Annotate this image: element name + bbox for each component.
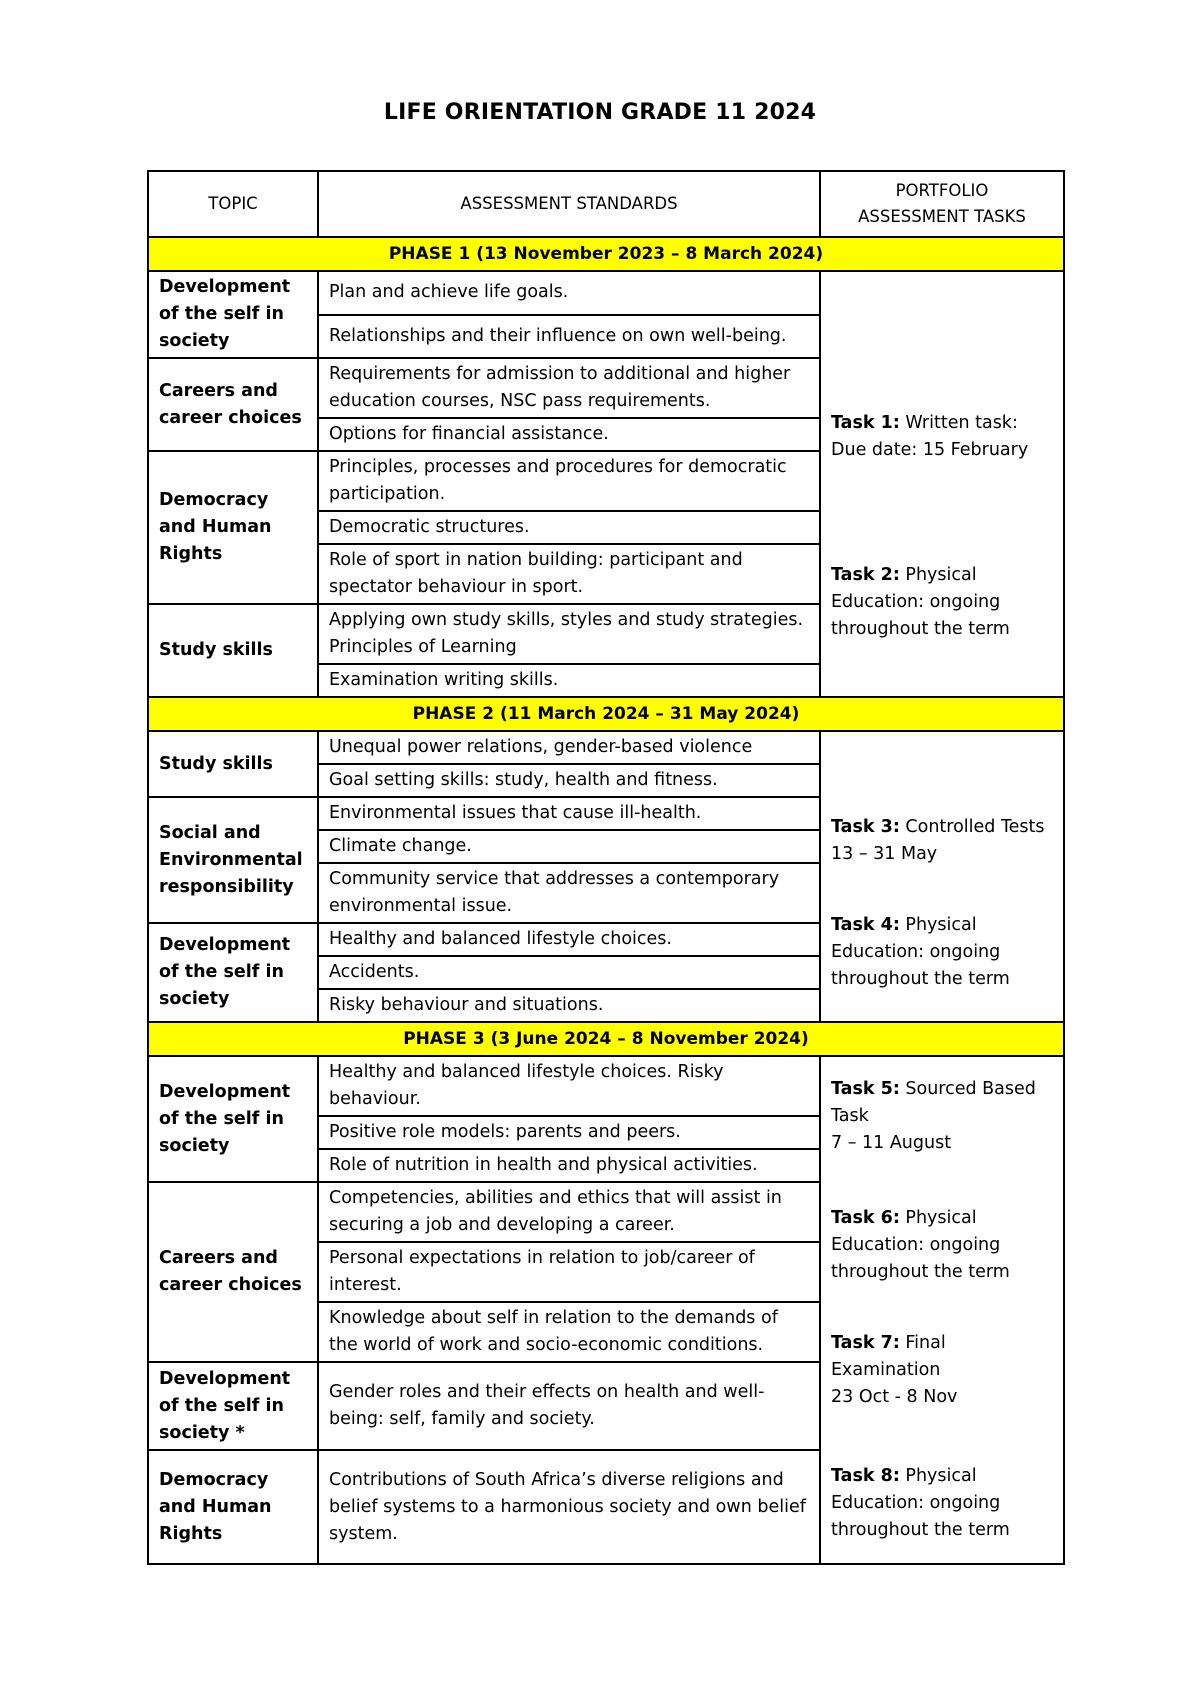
task-7 xyxy=(831,1330,1053,1411)
phase-3-label: PHASE 3 (3 June 2024 – 8 November 2024) xyxy=(148,1022,1064,1056)
task-5-label: Task 5: xyxy=(831,1079,900,1099)
task-6-text: Physical Education: ongoing throughout the term xyxy=(831,1208,1010,1282)
topic-cell: Democracy and Human Rights xyxy=(148,451,318,604)
standard-cell: Relationships and their influence on own well-being. xyxy=(318,315,820,359)
standard-cell: Role of sport in nation building: participant and spectator behaviour in sport. xyxy=(318,544,820,604)
topic-cell: Development of the self in society xyxy=(148,1056,318,1182)
table-row xyxy=(148,731,1064,764)
standard-cell: Environmental issues that cause ill-health. xyxy=(318,797,820,830)
task-3-label: Task 3: xyxy=(831,817,900,837)
task-2-text: Physical Education: ongoing throughout the term xyxy=(831,564,1010,639)
task-3-text: Controlled Tests xyxy=(905,817,1045,837)
standard-cell: Options for financial assistance. xyxy=(318,418,820,451)
task-2 xyxy=(831,562,1053,643)
task-4 xyxy=(831,912,1053,993)
standard-cell: Positive role models: parents and peers. xyxy=(318,1116,820,1149)
topic-cell: Study skills xyxy=(148,604,318,697)
task-4-label: Task 4: xyxy=(831,915,900,935)
standard-cell: Risky behaviour and situations. xyxy=(318,989,820,1022)
phase-2-label: PHASE 2 (11 March 2024 – 31 May 2024) xyxy=(148,697,1064,731)
task-6 xyxy=(831,1205,1053,1286)
phase-1-band xyxy=(148,237,1064,271)
task-8-text: Physical Education: ongoing throughout the term xyxy=(831,1466,1010,1540)
topic-cell: Study skills xyxy=(148,731,318,797)
phase-1-label: PHASE 1 (13 November 2023 – 8 March 2024) xyxy=(148,237,1064,271)
task-1-text: Written task: xyxy=(905,412,1018,433)
task-1 xyxy=(831,410,1053,464)
phase-2-band xyxy=(148,697,1064,731)
standard-cell: Competencies, abilities and ethics that will assist in securing a job and developing a career. xyxy=(318,1182,820,1242)
task-1-due: Due date: 15 February xyxy=(831,439,1029,460)
standard-cell: Applying own study skills, styles and study strategies. Principles of Learning xyxy=(318,604,820,664)
standard-cell: Unequal power relations, gender-based violence xyxy=(318,731,820,764)
standard-cell: Requirements for admission to additional and higher education courses, NSC pass requirements. xyxy=(318,358,820,418)
task-8 xyxy=(831,1463,1053,1544)
table-row xyxy=(148,271,1064,315)
task-1-label: Task 1: xyxy=(831,412,900,433)
document-title: LIFE ORIENTATION GRADE 11 2024 xyxy=(383,100,817,125)
header-tasks-line1: PORTFOLIO xyxy=(895,181,989,200)
standard-cell: Knowledge about self in relation to the demands of the world of work and socio-economic conditions. xyxy=(318,1302,820,1362)
standard-cell: Plan and achieve life goals. xyxy=(318,271,820,315)
standard-cell: Personal expectations in relation to job/career of interest. xyxy=(318,1242,820,1302)
header-tasks xyxy=(820,171,1064,237)
topic-cell: Careers and career choices xyxy=(148,1182,318,1362)
standard-cell: Climate change. xyxy=(318,830,820,863)
standard-cell: Democratic structures. xyxy=(318,511,820,544)
header-standards: ASSESSMENT STANDARDS xyxy=(318,171,820,237)
phase-3-tasks-cell xyxy=(820,1056,1064,1564)
task-7-dates: 23 Oct - 8 Nov xyxy=(831,1387,958,1407)
standard-cell: Accidents. xyxy=(318,956,820,989)
topic-cell: Development of the self in society * xyxy=(148,1362,318,1450)
topic-cell: Democracy and Human Rights xyxy=(148,1450,318,1564)
topic-cell: Development of the self in society xyxy=(148,923,318,1022)
header-topic: TOPIC xyxy=(148,171,318,237)
phase-3-band xyxy=(148,1022,1064,1056)
task-6-label: Task 6: xyxy=(831,1208,900,1228)
standard-cell: Role of nutrition in health and physical activities. xyxy=(318,1149,820,1182)
task-5 xyxy=(831,1076,1053,1157)
table-row xyxy=(148,1056,1064,1116)
topic-cell: Social and Environmental responsibility xyxy=(148,797,318,923)
header-row xyxy=(148,171,1064,237)
standard-cell: Healthy and balanced lifestyle choices. xyxy=(318,923,820,956)
phase-2-tasks-cell xyxy=(820,731,1064,1022)
standard-cell: Principles, processes and procedures for democratic participation. xyxy=(318,451,820,511)
standard-cell: Community service that addresses a contemporary environmental issue. xyxy=(318,863,820,923)
assessment-plan-table xyxy=(147,170,1065,1565)
task-3-dates: 13 – 31 May xyxy=(831,844,938,864)
task-3 xyxy=(831,814,1053,868)
task-2-label: Task 2: xyxy=(831,564,900,585)
task-7-label: Task 7: xyxy=(831,1333,900,1353)
task-5-text: Sourced Based Task xyxy=(831,1079,1036,1126)
standard-cell: Goal setting skills: study, health and fitness. xyxy=(318,764,820,797)
topic-cell: Development of the self in society xyxy=(148,271,318,358)
standard-cell: Contributions of South Africa’s diverse religions and belief systems to a harmonious society and own belief system. xyxy=(318,1450,820,1564)
phase-1-tasks-cell xyxy=(820,271,1064,697)
topic-cell: Careers and career choices xyxy=(148,358,318,451)
task-4-text: Physical Education: ongoing throughout the term xyxy=(831,915,1010,989)
task-8-label: Task 8: xyxy=(831,1466,900,1486)
task-7-text: Final Examination xyxy=(831,1333,946,1380)
standard-cell: Examination writing skills. xyxy=(318,664,820,697)
header-tasks-line2: ASSESSMENT TASKS xyxy=(858,207,1026,226)
standard-cell: Gender roles and their effects on health and well-being: self, family and society. xyxy=(318,1362,820,1450)
task-5-dates: 7 – 11 August xyxy=(831,1133,952,1153)
standard-cell: Healthy and balanced lifestyle choices. Risky behaviour. xyxy=(318,1056,820,1116)
